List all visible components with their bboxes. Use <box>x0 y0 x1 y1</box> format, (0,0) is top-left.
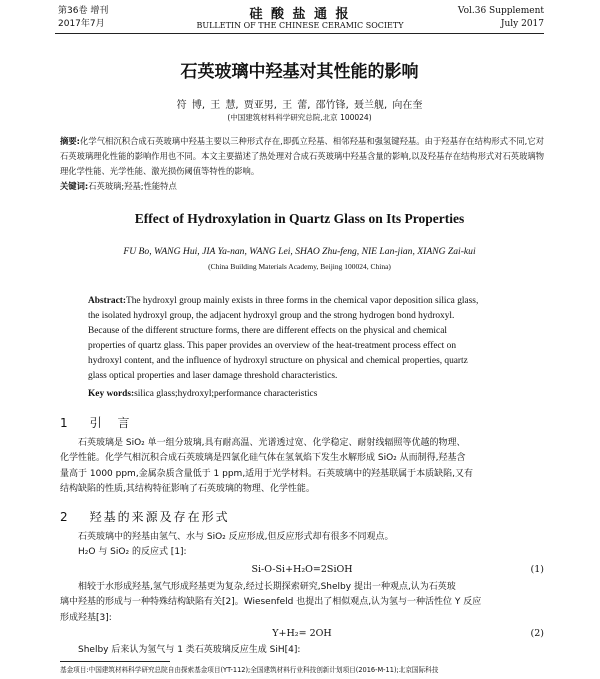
body-line: 量高于 1000 ppm,金属杂质含量低于 1 ppm,适用于光学材料。石英玻璃中的羟基联属于本质缺陷,又有 <box>60 468 474 479</box>
keywords-cn-label: 关键词: <box>60 181 89 191</box>
equation-2 <box>60 628 544 639</box>
body-line: H₂O 与 SiO₂ 的反应式 [1]: <box>78 547 187 558</box>
abstract-en-line: Because of the different structure forms, there are different effects on the physical and chemical <box>88 326 447 337</box>
body-line: 化学性能。化学气相沉积合成石英玻璃是四氯化硅气体在氢氧焰下发生水解形成 SiO₂ 从而制得,羟基含 <box>60 453 466 464</box>
equation-1 <box>60 564 544 575</box>
section-2-title: 羟基的来源及存在形式 <box>89 510 230 524</box>
body-line: 相较于水形成羟基,氢气形成羟基更为复杂,经过长期探索研究,Shelby 提出一种观点,认为石英玻 <box>78 582 456 592</box>
abstract-en-body <box>88 309 544 384</box>
section-2-heading <box>60 508 230 525</box>
abstract-cn-label: 摘要: <box>60 136 80 146</box>
journal-title-cn: 硅 酸 盐 通 报 <box>249 7 351 22</box>
paper-title-en: Effect of Hydroxylation in Quartz Glass on Its Properties <box>134 211 465 226</box>
keywords-en-label: Key words: <box>88 389 135 399</box>
section-1-body <box>60 436 544 497</box>
section-1-number: 1 <box>60 416 68 430</box>
section-2-para-3: Shelby 后来认为氢气与 1 类石英玻璃反应生成 SiH[4]: <box>78 645 301 655</box>
paper-title-cn: 石英玻璃中羟基对其性能的影响 <box>180 62 419 82</box>
abstract-en-line: the isolated hydroxyl group, the adjacent hydroxyl group and the strong hydrogen bond hydroxyl. <box>88 311 455 321</box>
section-2-para-2 <box>60 580 544 626</box>
keywords-en-text: silica glass;hydroxyl;performance characteristics <box>134 389 318 399</box>
section-2-para-1 <box>60 530 544 561</box>
section-2-number: 2 <box>60 510 68 524</box>
authors-en: FU Bo, WANG Hui, JIA Ya-nan, WANG Lei, SHAO Zhu-feng, NIE Lan-jian, XIANG Zai-kui <box>123 246 476 257</box>
equation-1-text: Si-O-Si+H₂O=2SiOH <box>251 564 353 575</box>
equation-1-number: (1) <box>530 564 544 575</box>
header-date: 2017年7月 <box>58 19 105 29</box>
abstract-en-label: Abstract: <box>88 296 127 306</box>
abstract-en-line: glass optical properties and laser damage threshold characteristics. <box>88 371 338 382</box>
body-line: 石英玻璃中的羟基由氢气、水与 SiO₂ 反应形成,但反应形式却有很多不同观点。 <box>78 532 394 542</box>
keywords-en <box>88 389 544 399</box>
journal-title-en: BULLETIN OF THE CHINESE CERAMIC SOCIETY <box>196 21 404 30</box>
abstract-en-line: properties of quartz glass. This paper provides an overview of the heat-treatment process effect on <box>88 341 457 352</box>
equation-2-text: Y+H₂= 2OH <box>272 628 332 639</box>
keywords-cn-text: 石英玻璃;羟基;性能特点 <box>88 181 177 191</box>
body-line: 形成羟基[3]: <box>60 612 112 623</box>
body-line: 石英玻璃是 SiO₂ 单一组分玻璃,具有耐高温、光谱透过宽、化学稳定、耐射线辐照等优越的物理、 <box>78 438 466 448</box>
body-line: 结构缺陷的性质,其结构特征影响了石英玻璃的物理、化学性能。 <box>60 483 315 494</box>
equation-2-number: (2) <box>530 628 544 639</box>
footnote-funding: 基金项目:中国建筑材料科学研究总院自由探索基金项目(YT-112);全国建筑材料行业科技创新计划项目(2016-M-11);北京国际科技 <box>60 666 439 674</box>
authors-cn: 符 博, 王 慧, 贾亚男, 王 蕾, 邵竹锋, 聂兰舰, 向在奎 <box>176 100 423 111</box>
abstract-en-line: Abstract:The hydroxyl group mainly exists in three forms in the chemical vapor deposition silica glass, <box>88 296 479 306</box>
affiliation-cn: (中国建筑材料科学研究总院,北京 100024) <box>227 113 372 122</box>
abstract-en <box>88 294 544 309</box>
header-date-en: July 2017 <box>500 19 544 29</box>
header-volume: 第36卷 增刊 <box>58 6 109 16</box>
body-line: 璃中羟基的形成与一种特殊结构缺陷有关[2]。Wiesenfeld 也提出了相似观点,认为氢与一种活性位 Y 反应 <box>60 597 482 608</box>
abstract-cn <box>60 134 544 179</box>
section-1-title: 引 言 <box>89 416 136 430</box>
abstract-en-line: hydroxyl content, and the influence of hydroxyl structure on physical and chemical properties, quartz <box>88 356 468 367</box>
keywords-cn <box>60 180 544 192</box>
header-volume-en: Vol.36 Supplement <box>457 6 544 16</box>
header-rule <box>55 33 544 34</box>
footnote-rule <box>60 661 170 662</box>
affiliation-en: (China Building Materials Academy, Beijing 100024, China) <box>208 262 391 271</box>
abstract-cn-text: 化学气相沉积合成石英玻璃中羟基主要以三种形式存在,即孤立羟基、相邻羟基和强氢键羟基。由于羟基存在结构形式不同,它对石英玻璃理化性能的影响作用也不同。本文主要描述了热处理对合成石英玻璃中羟基含量的影响,以及羟基存在结构形式对石英玻璃物理化学性能、光学性能、激光损伤阈值等特性的影响。 <box>60 136 544 176</box>
section-1-heading <box>60 414 135 431</box>
